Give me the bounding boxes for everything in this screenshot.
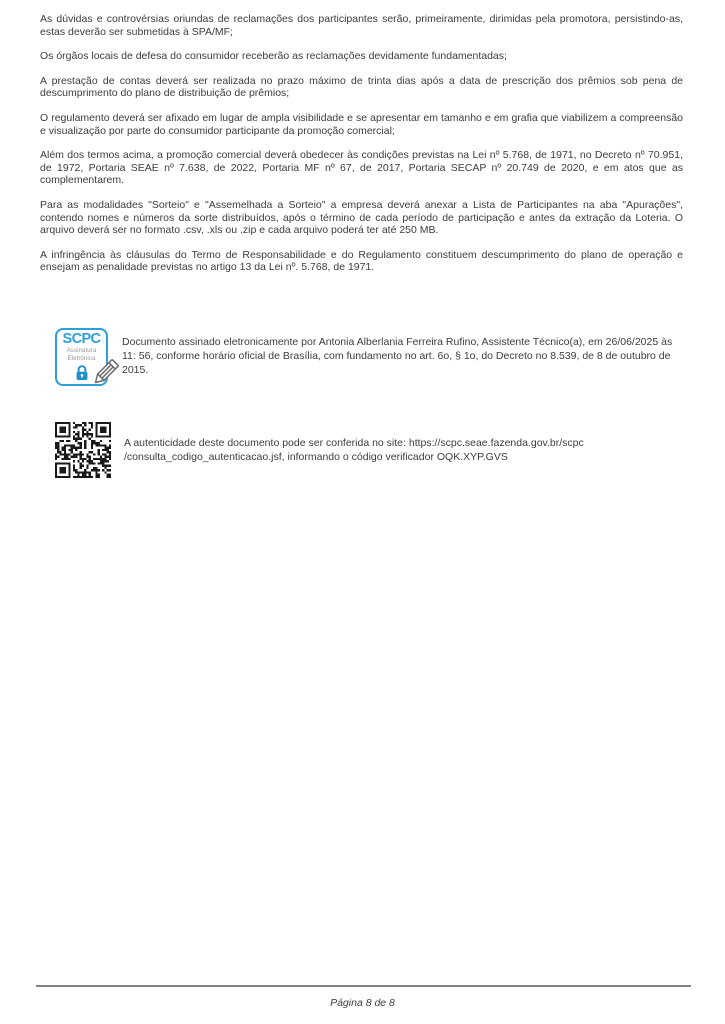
paragraph: Para as modalidades "Sorteio" e "Assemelhada a Sorteio" a empresa deverá anexar a Lista de Participantes na aba "Apurações", contendo nomes e números da sorte distribuídos, após o término de cada período de participação e antes da extração da Loteria. O arquivo deverá ser no formato .csv, .xls ou .zip e cada arquivo poderá ter até 250 MB. [40, 198, 683, 237]
paragraph: A prestação de contas deverá ser realizada no prazo máximo de trinta dias após a data de prescrição dos prêmios sob pena de descumprimento do plano de distribuição de prêmios; [40, 74, 683, 100]
scpc-stamp-subtitle: Assinatura [66, 346, 97, 354]
signature-text: Documento assinado eletronicamente por Antonia Alberlania Ferreira Rufino, Assistente Técnico(a), em 26/06/2025 às 11: 56, conforme horário oficial de Brasília, com fundamento no art. 6o, § 1o, do Decreto no 8.539, de 8 de outubro de 2015. [122, 336, 673, 376]
authentication-block [55, 422, 683, 478]
qr-code [55, 422, 111, 478]
scpc-stamp [55, 328, 108, 386]
scpc-stamp-title: SCPC [62, 330, 101, 347]
pencil-icon [86, 356, 122, 392]
footer-divider [36, 985, 691, 987]
paragraph: Além dos termos acima, a promoção comercial deverá obedecer às condições previstas na Lei nº 5.768, de 1971, no Decreto nº 70.951, de 1972, Portaria SEAE nº 7.638, de 2022, Portaria MF nº 67, de 2017, Portaria SECAP nº 20.749 de 2020, e em atos que as complementarem. [40, 149, 683, 187]
paragraph: O regulamento deverá ser afixado em lugar de ampla visibilidade e se apresentar em tamanho e em grafia que viabilizem a compreensão e visualização por parte do consumidor participante da promoção comercial; [40, 111, 683, 137]
authentication-text: A autenticidade deste documento pode ser conferida no site: https://scpc.seae.fazenda.gov.br/scpc /consulta_codigo_autenticacao.jsf, informando o código verificador OQK.XYP.GVS [124, 436, 584, 463]
paragraph: Os órgãos locais de defesa do consumidor receberão as reclamações devidamente fundamentadas; [40, 50, 507, 63]
paragraph: A infringência às cláusulas do Termo de Responsabilidade e do Regulamento constituem descumprimento do plano de operação e ensejam as penalidade previstas no artigo 13 da Lei nº. 5.768, de 1971. [40, 248, 683, 274]
paragraph: As dúvidas e controvérsias oriundas de reclamações dos participantes serão, primeiramente, dirimidas pela promotora, persistindo-as, estas deverão ser submetidas à SPA/MF; [40, 13, 683, 38]
page-number: Página 8 de 8 [330, 997, 395, 1009]
scpc-stamp-subtitle: Eletrônica [67, 354, 96, 362]
signature-block [55, 328, 683, 386]
document-content [40, 13, 683, 478]
